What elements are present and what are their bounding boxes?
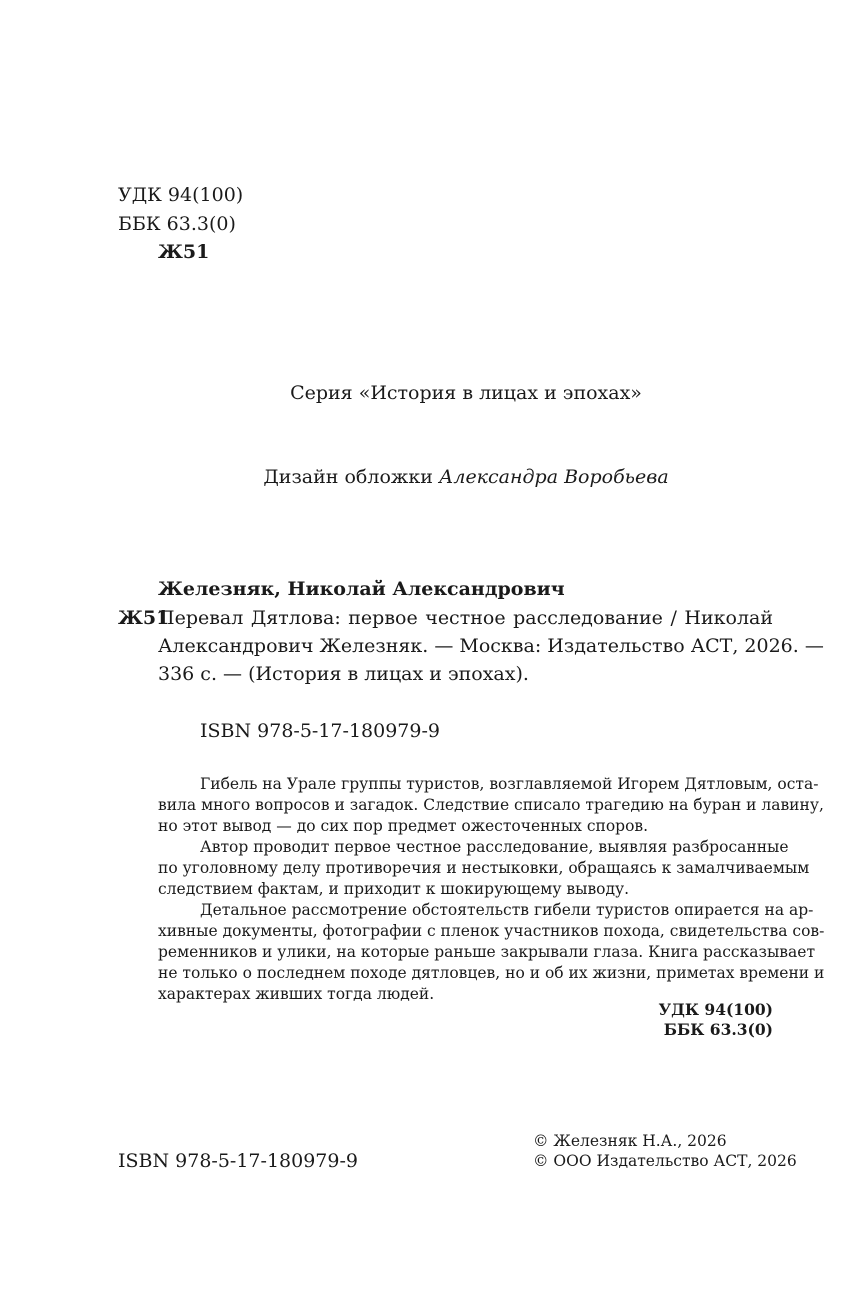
isbn-record: ISBN 978-5-17-180979-9	[200, 720, 440, 742]
copyright-publisher: © ООО Издательство АСТ, 2026	[533, 1152, 797, 1170]
annotation-bbk: ББК 63.3(0)	[663, 1020, 773, 1039]
biblio-line: Перевал Дятлова: первое честное расследование / Николай	[158, 607, 773, 629]
biblio-line: Александрович Железняк. — Москва: Издательство АСТ, 2026. —	[158, 635, 824, 657]
series-title: Серия «История в лицах и эпохах»	[290, 382, 642, 404]
isbn-footer: ISBN 978-5-17-180979-9	[118, 1150, 358, 1172]
annotation-line: не только о последнем походе дятловцев, но и об их жизни, приметах времени и	[158, 964, 825, 982]
author-heading: Железняк, Николай Александрович	[158, 578, 565, 600]
bibliographic-description	[158, 604, 824, 688]
annotation-line: ременников и улики, на которые раньше закрывали глаза. Книга рассказывает	[158, 943, 816, 961]
annotation-line: но этот вывод — до сих пор предмет ожесточенных споров.	[158, 817, 649, 835]
annotation-line: хивные документы, фотографии с пленок участников похода, свидетельства сов-	[158, 922, 825, 940]
copyright-author: © Железняк Н.А., 2026	[533, 1132, 727, 1150]
annotation-line: Автор проводит первое честное расследование, выявляя разбросанные	[200, 838, 789, 856]
annotation-udk: УДК 94(100)	[658, 1000, 773, 1019]
annotation-line: Гибель на Урале группы туристов, возглавляемой Игорем Дятловым, оста-	[200, 775, 819, 793]
cover-design-label: Дизайн обложки	[263, 466, 433, 488]
annotation-line: Детальное рассмотрение обстоятельств гибели туристов опирается на ар-	[200, 901, 814, 919]
udk-index: УДК 94(100)	[118, 184, 244, 206]
annotation-line: по уголовному делу противоречия и нестыковки, обращаясь к замалчиваемым	[158, 859, 810, 877]
cover-design-credit	[0, 463, 844, 491]
annotation-line: следствием фактам, и приходит к шокирующему выводу.	[158, 880, 630, 898]
annotation-line: характерах живших тогда людей.	[158, 985, 435, 1003]
annotation-line: вила много вопросов и загадок. Следствие списало трагедию на буран и лавину,	[158, 796, 824, 814]
annotation	[158, 774, 825, 1005]
cover-designer-name: Александра Воробьева	[438, 466, 669, 488]
biblio-author-sign: Ж51	[118, 607, 170, 629]
biblio-line: 336 с. — (История в лицах и эпохах).	[158, 663, 529, 685]
author-sign: Ж51	[158, 241, 210, 263]
bbk-index: ББК 63.3(0)	[118, 213, 236, 235]
